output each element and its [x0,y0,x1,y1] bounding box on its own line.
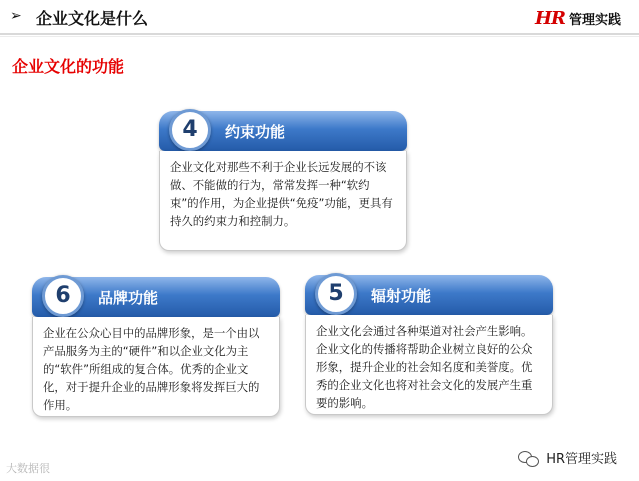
header-divider-shadow [0,36,639,37]
slide-header [0,0,639,34]
card-number-badge: 6 [42,275,84,317]
card-body-text: 企业在公众心目中的品牌形象，是一个由以产品服务为主的“硬件”和以企业文化为主的“软件”所组成的复合体。优秀的企业文化，对于提升企业的品牌形象将发挥巨大的作用。 [32,317,280,417]
section-title: 企业文化的功能 [12,57,125,76]
card-title: 辐射功能 [371,287,432,305]
brand-hr-mark: HR [535,8,565,29]
card-title: 约束功能 [225,123,286,141]
card-brand-function [32,277,280,417]
card-header [305,275,553,315]
card-header [159,111,407,151]
brand-text: 管理实践 [568,13,621,28]
wechat-icon [518,451,540,467]
card-body-text: 企业文化对那些不利于企业长远发展的不该做、不能做的行为，常常发挥一种“软约束”的作用，为企业提供“免疫”功能，更具有持久的约束力和控制力。 [159,151,407,251]
card-constraint-function [159,111,407,251]
wechat-account-label [518,448,617,468]
card-number-badge: 5 [315,273,357,315]
wechat-account-name: HR管理实践 [546,451,617,467]
page-title: 企业文化是什么 [36,9,149,28]
card-title: 品牌功能 [98,289,159,307]
card-body-text: 企业文化会通过各种渠道对社会产生影响。企业文化的传播将帮助企业树立良好的公众形象，提升企业的社会知名度和美誉度。优秀的企业文化也将对社会文化的发展产生重要的影响。 [305,315,553,415]
bullet-arrow-icon: ➢ [10,8,22,24]
card-number-badge: 4 [169,109,211,151]
watermark-text: 大数据很 [6,462,50,475]
brand-logo [535,8,621,29]
card-radiation-function [305,275,553,415]
header-divider [0,33,639,35]
card-header [32,277,280,317]
